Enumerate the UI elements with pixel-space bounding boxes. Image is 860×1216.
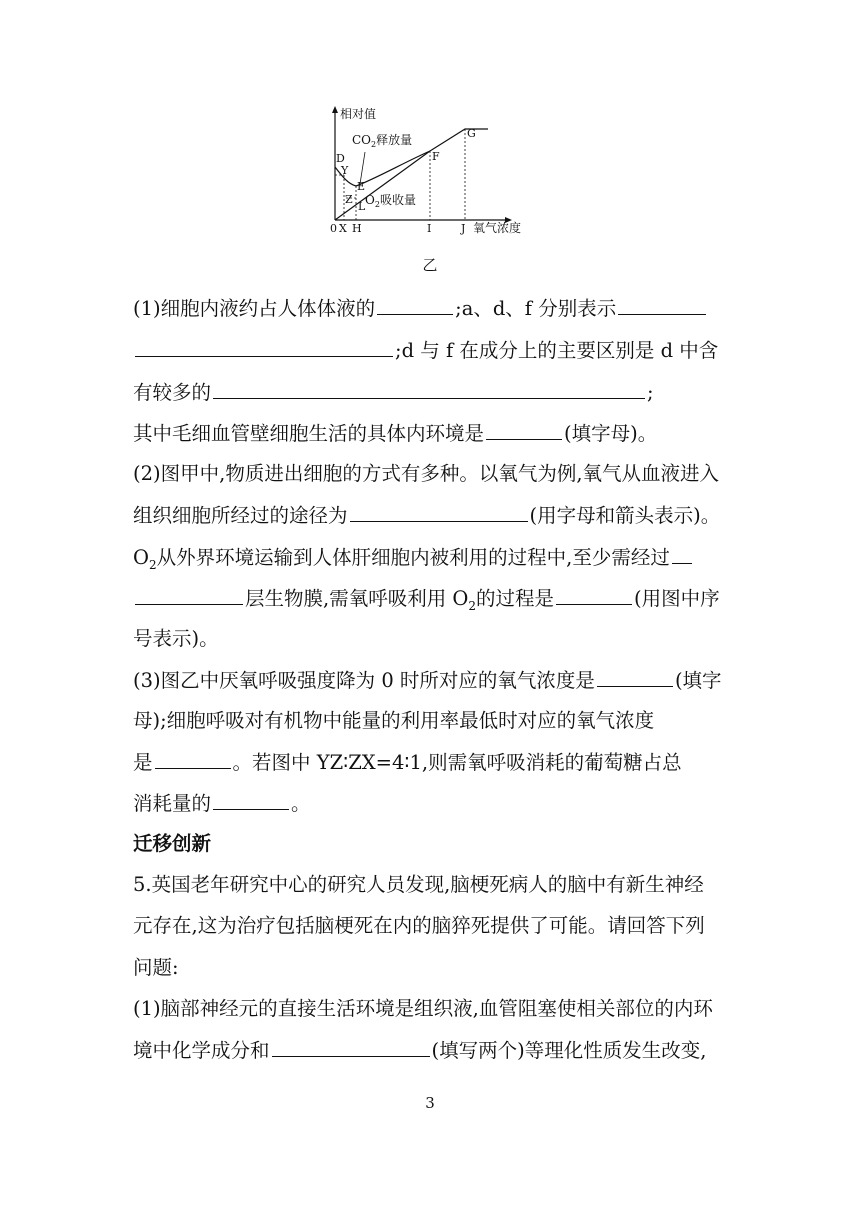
co2-label: $CO_2$释放量	[352, 133, 413, 149]
q3-text-e: 消耗量的	[133, 792, 212, 815]
q3-text-b: (填字	[674, 669, 722, 692]
o2-label: $O_2$吸收量	[365, 193, 416, 209]
y-axis-arrow	[332, 106, 338, 113]
q5-text-a: 境中化学成分和	[133, 1039, 270, 1062]
q1-text-b: ;a、d、f 分别表示	[455, 297, 617, 320]
page-number: 3	[425, 1094, 435, 1112]
q1-text-f: 其中毛细血管壁细胞生活的具体内环境是	[133, 422, 485, 445]
respiration-graph	[320, 104, 550, 244]
q3-line-3	[133, 750, 682, 775]
q2-line-1: (2)图甲中,物质进出细胞的方式有多种。以氧气为例,氧气从血液进入	[133, 462, 720, 485]
q5-line-4: (1)脑部神经元的直接生活环境是组织液,血管阻塞使相关部位的内环	[133, 997, 713, 1020]
q2-line-2	[133, 503, 720, 528]
answer-blank[interactable]	[135, 586, 243, 605]
answer-blank[interactable]	[486, 421, 562, 440]
q2-text-a: 组织细胞所经过的途径为	[133, 504, 348, 527]
q3-line-4	[133, 791, 311, 816]
answer-blank[interactable]	[618, 296, 706, 315]
tick-j-label: J	[461, 222, 466, 235]
q3-text-c: 是	[133, 751, 153, 774]
q2-text-b: (用字母和箭头表示)。	[529, 504, 721, 527]
q2-line-5: 号表示)。	[133, 627, 219, 650]
answer-blank[interactable]	[213, 791, 289, 810]
q3-text-f: 。	[291, 792, 311, 815]
q1-line-2	[133, 338, 718, 363]
point-g-label: G	[467, 127, 476, 140]
answer-blank[interactable]	[213, 380, 645, 399]
q2-text-e: 层生物膜,需氧呼吸利用 O	[245, 587, 469, 610]
tick-o-label: 0	[330, 222, 337, 235]
point-z-label: Z	[345, 193, 353, 206]
answer-blank[interactable]	[350, 503, 528, 522]
point-d-label: D	[336, 152, 345, 165]
answer-blank[interactable]	[556, 586, 632, 605]
q2-text-c: O	[133, 546, 149, 569]
x-axis-label: 氧气浓度	[473, 221, 522, 235]
section-title: 迁移创新	[133, 832, 212, 855]
tick-x-label: X	[339, 222, 347, 235]
point-y-label: Y	[341, 164, 349, 177]
y-axis-label: 相对值	[340, 107, 377, 121]
q2-subscript: 2	[468, 598, 477, 613]
q1-line-4	[133, 421, 657, 446]
q5-line-5	[133, 1038, 706, 1063]
point-f-label: F	[432, 150, 440, 163]
answer-blank[interactable]	[672, 545, 692, 564]
q3-line-2: 母);细胞呼吸对有机物中能量的利用率最低时对应的氧气浓度	[133, 709, 655, 732]
q1-text-d: 有较多的	[133, 381, 212, 404]
q2-subscript: 2	[149, 557, 157, 572]
q1-line-1	[133, 296, 708, 321]
tick-i-label: I	[427, 222, 432, 235]
q5-line-3: 问题:	[133, 956, 179, 979]
answer-blank[interactable]	[377, 296, 453, 315]
q2-text-g: (用图中序	[634, 587, 720, 610]
q3-text-d: 。若图中 YZ∶ZX=4∶1,则需氧呼吸消耗的葡萄糖占总	[232, 751, 682, 774]
q5-line-2: 元存在,这为治疗包括脑梗死在内的脑猝死提供了可能。请回答下列	[133, 914, 705, 937]
q2-text-d: 从外界环境运输到人体肝细胞内被利用的过程中,至少需经过	[156, 546, 670, 569]
q2-line-4	[133, 586, 720, 618]
figure-caption: 乙	[422, 256, 438, 274]
graph-svg	[320, 104, 550, 244]
q5-line-1: 5.英国老年研究中心的研究人员发现,脑梗死病人的脑中有新生神经	[133, 873, 704, 896]
point-l-label: L	[358, 200, 366, 213]
answer-blank[interactable]	[155, 750, 231, 769]
q5-text-b: (填写两个)等理化性质发生改变,	[431, 1039, 707, 1062]
point-e-label: E	[357, 180, 366, 193]
q3-line-1	[133, 668, 722, 693]
answer-blank[interactable]	[597, 668, 673, 687]
q1-text-c: ;d 与 f 在成分上的主要区别是 d 中含	[395, 339, 719, 362]
answer-blank[interactable]	[272, 1038, 430, 1057]
q2-text-f: 的过程是	[476, 587, 555, 610]
q1-text-a: (1)细胞内液约占人体体液的	[133, 297, 376, 320]
answer-blank[interactable]	[135, 338, 393, 357]
q3-text-a: (3)图乙中厌氧呼吸强度降为 0 时所对应的氧气浓度是	[133, 669, 595, 692]
q1-text-g: (填字母)。	[564, 422, 658, 445]
q1-line-3	[133, 380, 654, 405]
o2-absorb-line	[335, 151, 430, 220]
tick-h-label: H	[352, 222, 362, 235]
q1-text-e: ;	[647, 381, 654, 404]
q2-line-3	[133, 545, 694, 577]
